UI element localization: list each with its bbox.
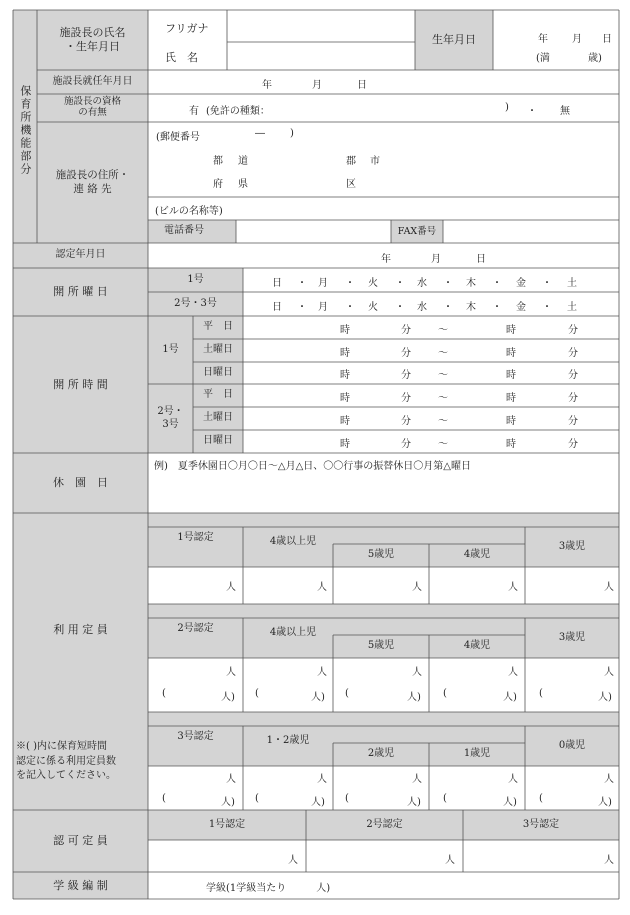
hours-sunday-1: 日曜日: [203, 366, 233, 378]
cap3-unit: 人: [412, 774, 422, 785]
postal-label: (郵便番号: [156, 132, 200, 143]
hours-row[interactable]: [244, 363, 618, 383]
cap2-unit: 人: [412, 667, 422, 678]
sep: ・: [492, 278, 502, 289]
day-fri: 金: [516, 302, 526, 313]
approved-label: 認 可 定 員: [53, 834, 108, 848]
hours-row[interactable]: [244, 408, 618, 429]
cap1-unit: 人: [508, 582, 518, 593]
minute-from: 分: [401, 370, 411, 381]
approved-cert-2: 2号認定: [366, 818, 403, 830]
appointed-year: 年: [262, 80, 272, 91]
range-tilde: ～: [438, 439, 448, 450]
sep: ・: [542, 278, 552, 289]
cap1-sub-b: 4歳児: [463, 549, 491, 561]
cap3-paren-open: (: [345, 793, 349, 804]
capacity-label: 利 用 定 員: [53, 623, 108, 637]
cap2-unit: 人: [317, 667, 327, 678]
cap2-sub-b: 4歳児: [463, 640, 491, 652]
day-tue: 火: [368, 278, 378, 289]
address-field[interactable]: [149, 123, 618, 196]
day-mon: 月: [318, 278, 328, 289]
day-thu: 木: [466, 302, 476, 313]
name-label: 氏 名: [165, 51, 198, 64]
sep: ・: [443, 302, 453, 313]
cap3-unit: 人: [508, 774, 518, 785]
approved-cert-3: 3号認定: [522, 818, 560, 830]
appointed-month: 月: [312, 80, 322, 91]
hour-from: 時: [340, 416, 350, 427]
appointed-label: 施設長就任年月日: [52, 75, 133, 87]
approved-value-1[interactable]: [149, 841, 305, 871]
cap3-sub-b: 1歳児: [463, 748, 491, 760]
sep: ・: [395, 302, 405, 313]
hours-label: 開 所 時 間: [53, 377, 108, 391]
cap3-paren-open: (: [539, 793, 543, 804]
shi-char: 市: [370, 156, 380, 167]
fax-label: FAX番号: [397, 225, 437, 237]
name-field[interactable]: [228, 43, 414, 69]
minute-to: 分: [568, 393, 578, 404]
cap3-paren-close: 人): [598, 797, 612, 808]
hour-to: 時: [506, 325, 516, 336]
hours-row[interactable]: [244, 431, 618, 452]
hours-saturday-1: 土曜日: [203, 344, 233, 356]
cert-year: 年: [381, 254, 391, 265]
cap1-unit: 人: [604, 582, 614, 593]
range-tilde: ～: [438, 416, 448, 427]
cap2-paren-close: 人): [311, 692, 325, 703]
hour-to: 時: [506, 370, 516, 381]
day-sun: 日: [272, 278, 282, 289]
day-sun: 日: [272, 302, 282, 313]
cap3-paren-close: 人): [221, 797, 235, 808]
cap3-paren-close: 人): [311, 797, 325, 808]
sep: ・: [345, 302, 355, 313]
day-sat: 土: [567, 302, 577, 313]
classes-field[interactable]: [149, 873, 618, 898]
cap3-unit: 人: [604, 774, 614, 785]
classes-label: 学 級 編 制: [53, 878, 108, 892]
hours-row[interactable]: [244, 385, 618, 406]
hour-from: 時: [340, 325, 350, 336]
cap1-sub-a: 5歳児: [367, 549, 395, 561]
sep: ・: [297, 278, 307, 289]
sep: ・: [395, 278, 405, 289]
furigana-label: フリガナ: [165, 22, 209, 35]
day-thu: 木: [466, 278, 476, 289]
birth-year: 年: [538, 34, 548, 45]
hours-weekday-2: 平 日: [203, 389, 233, 401]
day-sat: 土: [567, 278, 577, 289]
appointed-day: 日: [357, 80, 367, 91]
birth-date-field[interactable]: [494, 11, 618, 69]
approved-unit: 人: [288, 855, 298, 866]
cap2-paren-open: (: [255, 688, 259, 699]
cap1-unit: 人: [317, 582, 327, 593]
cap3-paren-close: 人): [407, 797, 421, 808]
hours-row[interactable]: [244, 317, 618, 338]
birth-day: 日: [602, 34, 612, 45]
cap3-paren-open: (: [443, 793, 447, 804]
approved-value-2[interactable]: [307, 841, 462, 871]
cap3-paren-open: (: [255, 793, 259, 804]
cert-month: 月: [431, 254, 441, 265]
sep: ・: [297, 302, 307, 313]
qual-field[interactable]: [149, 95, 618, 121]
cap2-paren-close: 人): [407, 692, 421, 703]
cap3-paren-open: (: [162, 793, 166, 804]
cert-date-label: 認定年月日: [55, 249, 106, 261]
day-fri: 金: [516, 278, 526, 289]
cap2-top: 4歳以上児: [269, 627, 317, 639]
minute-from: 分: [401, 348, 411, 359]
range-tilde: ～: [438, 348, 448, 359]
postal-dash: ―: [255, 128, 265, 139]
hours-sunday-2: 日曜日: [203, 435, 233, 447]
approved-cert-1: 1号認定: [208, 818, 246, 830]
sep: ・: [443, 278, 453, 289]
building-field[interactable]: [149, 198, 618, 219]
cap2-paren-open: (: [162, 688, 166, 699]
cap3-last: 0歳児: [558, 739, 586, 751]
fu-char: 府: [213, 179, 223, 190]
building-label: (ビルの名称等): [155, 206, 223, 217]
qual-no: 無: [560, 106, 570, 117]
minute-to: 分: [568, 439, 578, 450]
hours-group-1: 1号: [162, 343, 179, 355]
minute-to: 分: [568, 370, 578, 381]
cert-date-field[interactable]: [149, 244, 618, 267]
minute-to: 分: [568, 348, 578, 359]
sep: ・: [345, 278, 355, 289]
postal-close: ): [290, 128, 294, 139]
range-tilde: ～: [438, 325, 448, 336]
cap2-paren-close: 人): [598, 692, 612, 703]
day-wed: 水: [417, 302, 427, 313]
minute-from: 分: [401, 393, 411, 404]
day-tue: 火: [368, 302, 378, 313]
days-type-2: 2号・3号: [174, 297, 217, 309]
fax-field[interactable]: [444, 221, 618, 242]
hours-saturday-2: 土曜日: [203, 412, 233, 424]
qual-close: ): [505, 102, 509, 113]
cap3-unit: 人: [317, 774, 327, 785]
appointed-date-field[interactable]: [149, 71, 618, 93]
cap3-sub-a: 2歳児: [367, 748, 395, 760]
hours-row[interactable]: [244, 340, 618, 361]
cap2-paren-close: 人): [221, 692, 235, 703]
age-close: 歳): [588, 53, 602, 64]
qual-kind: (免許の種類：: [206, 106, 270, 117]
hour-to: 時: [506, 416, 516, 427]
hour-from: 時: [340, 348, 350, 359]
cap2-paren-open: (: [443, 688, 447, 699]
cap3-unit: 人: [226, 774, 236, 785]
gun-char: 郡: [346, 156, 356, 167]
hour-to: 時: [506, 393, 516, 404]
qual-yes: 有: [189, 106, 199, 117]
cap1-cert: 1号認定: [177, 531, 214, 543]
range-tilde: ～: [438, 370, 448, 381]
sep: ・: [492, 302, 502, 313]
hour-to: 時: [506, 348, 516, 359]
hour-from: 時: [340, 439, 350, 450]
hours-group-2: 2号・ 3号: [157, 406, 184, 430]
days-type-1: 1号: [187, 273, 204, 285]
cap2-paren-close: 人): [503, 692, 517, 703]
hours-weekday-1: 平 日: [203, 321, 233, 333]
minute-from: 分: [401, 416, 411, 427]
to-char: 都: [213, 156, 223, 167]
qual-label: 施設長の資格 の有無: [63, 96, 121, 118]
classes-text: 学級(1学級当たり 人): [206, 883, 331, 894]
cap2-paren-open: (: [345, 688, 349, 699]
furigana-field[interactable]: [228, 11, 414, 41]
holiday-field[interactable]: [149, 454, 618, 512]
holiday-label: 休 園 日: [53, 476, 108, 490]
cap3-paren-close: 人): [503, 797, 517, 808]
section-label: 保育所機能部分: [18, 84, 32, 176]
cap3-cert: 3号認定: [177, 730, 214, 742]
day-mon: 月: [318, 302, 328, 313]
approved-unit: 人: [604, 855, 614, 866]
hour-to: 時: [506, 439, 516, 450]
hour-from: 時: [340, 393, 350, 404]
tel-field[interactable]: [237, 221, 390, 242]
minute-to: 分: [568, 325, 578, 336]
ken-char: 県: [238, 179, 248, 190]
range-tilde: ～: [438, 393, 448, 404]
cap2-last: 3歳児: [558, 631, 586, 643]
cert-day: 日: [476, 254, 486, 265]
cap2-unit: 人: [604, 667, 614, 678]
qual-dot: ・: [527, 106, 537, 117]
age-open: (満: [536, 53, 550, 64]
ku-char: 区: [346, 179, 356, 190]
director-name-birth-label: 施設長の氏名 ・生年月日: [59, 26, 126, 53]
minute-from: 分: [401, 325, 411, 336]
cap1-last: 3歳児: [558, 540, 586, 552]
holiday-example: 例) 夏季休園日〇月〇日～△月△日、〇〇行事の振替休日〇月第△曜日: [154, 461, 471, 472]
tel-label: 電話番号: [164, 225, 204, 237]
do-char: 道: [238, 156, 248, 167]
hour-from: 時: [340, 370, 350, 381]
approved-value-3[interactable]: [464, 841, 618, 871]
cap2-unit: 人: [226, 667, 236, 678]
capacity-note: ※( )内に保育短時間 認定に係る利用定員数 を記入してください。: [16, 741, 116, 781]
days-label: 開 所 曜 日: [53, 285, 108, 299]
cap2-paren-open: (: [539, 688, 543, 699]
days-row-2[interactable]: [244, 293, 618, 315]
cap2-sub-a: 5歳児: [367, 640, 395, 652]
days-row-1[interactable]: [244, 269, 618, 291]
cap1-unit: 人: [226, 582, 236, 593]
address-label: 施設長の住所・ 連 絡 先: [55, 169, 130, 195]
minute-to: 分: [568, 416, 578, 427]
sep: ・: [542, 302, 552, 313]
cap2-unit: 人: [508, 667, 518, 678]
cap1-unit: 人: [412, 582, 422, 593]
day-wed: 水: [417, 278, 427, 289]
cap2-cert: 2号認定: [177, 622, 214, 634]
approved-unit: 人: [445, 855, 455, 866]
cap3-top: 1・2歳児: [266, 735, 310, 747]
cap1-top: 4歳以上児: [269, 536, 317, 548]
birth-label: 生年月日: [432, 33, 476, 47]
birth-month: 月: [572, 34, 582, 45]
minute-from: 分: [401, 439, 411, 450]
